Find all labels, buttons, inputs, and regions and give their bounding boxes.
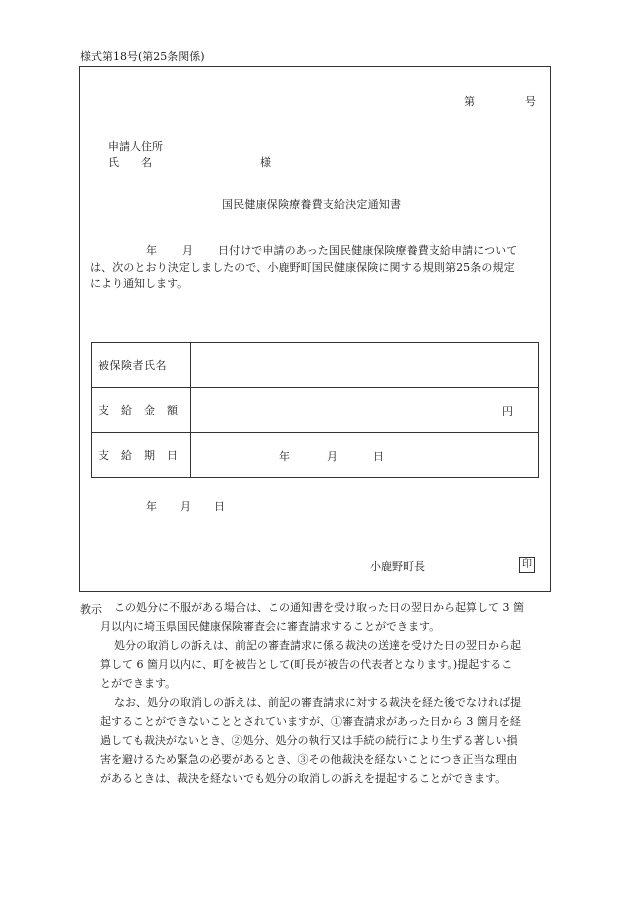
notice-line: 月以内に埼玉県国民健康保険審査会に審査請求することができます。 bbox=[100, 620, 441, 633]
notice-line: この処分に不服がある場合は、この通知書を受け取った日の翌日から起算して 3 箇 bbox=[114, 601, 524, 614]
intro-date-month: 月 bbox=[182, 244, 193, 257]
issuer-name: 小鹿野町長 bbox=[370, 560, 425, 573]
intro-line-1: 日付けで申請のあった国民健康保険療養費支給申請について bbox=[218, 244, 518, 257]
notice-line: 害を避けるため緊急の必要があるとき、③その他裁決を経ないことにつき正当な理由 bbox=[100, 753, 518, 766]
notice-line: なお、処分の取消しの訴えは、前記の審査請求に対する裁決を経た後でなければ提 bbox=[114, 696, 521, 709]
table-row bbox=[92, 433, 539, 478]
applicant-name-label: 氏 名 bbox=[108, 156, 152, 169]
insured-name-label: 被保険者氏名 bbox=[92, 343, 191, 388]
seal-stamp: 印 bbox=[519, 557, 535, 573]
notice-line: 処分の取消しの訴えは、前記の審査請求に係る裁決の送達を受けた日の翌日から起 bbox=[114, 639, 521, 652]
table-row bbox=[92, 343, 539, 388]
payment-date-day: 日 bbox=[373, 450, 384, 463]
intro-line-2: は、次のとおり決定しましたので、小鹿野町国民健康保険に関する規則第25条の規定 bbox=[90, 261, 515, 274]
document-number-suffix: 号 bbox=[525, 95, 536, 108]
notice-line: があるときは、裁決を経ないでも処分の取消しの訴えを提起することができます。 bbox=[100, 772, 507, 785]
amount-label: 支 給 金 額 bbox=[92, 388, 191, 433]
honorific: 様 bbox=[260, 156, 271, 169]
intro-line-3: により通知します。 bbox=[90, 277, 189, 290]
notice-label: 教示 bbox=[80, 603, 102, 616]
form-number: 様式第18号(第25条関係) bbox=[80, 50, 205, 63]
payment-date-month: 月 bbox=[327, 450, 338, 463]
notice-line: 算して 6 箇月以内に、町を被告として(町長が被告の代表者となります。)提起するこ bbox=[100, 658, 513, 671]
document-title: 国民健康保険療養費支給決定通知書 bbox=[222, 198, 402, 211]
amount-value-cell bbox=[191, 388, 539, 433]
issue-month: 月 bbox=[180, 500, 191, 513]
applicant-address-label: 申請人住所 bbox=[108, 140, 163, 153]
issue-year: 年 bbox=[146, 500, 157, 513]
payment-date-value-cell bbox=[191, 433, 539, 478]
intro-date-year: 年 bbox=[146, 244, 157, 257]
payment-date-label: 支 給 期 日 bbox=[92, 433, 191, 478]
payment-info-table bbox=[91, 342, 539, 478]
insured-name-value bbox=[191, 343, 539, 388]
document-number-prefix: 第 bbox=[464, 95, 475, 108]
notice-line: 起することができないこととされていますが、①審査請求があった日から 3 箇月を経 bbox=[100, 715, 521, 728]
payment-date-year: 年 bbox=[279, 450, 290, 463]
table-row bbox=[92, 388, 539, 433]
notice-line: とができます。 bbox=[100, 677, 177, 690]
notice-line: 過しても裁決がないとき、②処分、処分の執行又は手続の続行により生ずる著しい損 bbox=[100, 734, 518, 747]
issue-day: 日 bbox=[214, 500, 225, 513]
amount-unit: 円 bbox=[502, 405, 513, 418]
